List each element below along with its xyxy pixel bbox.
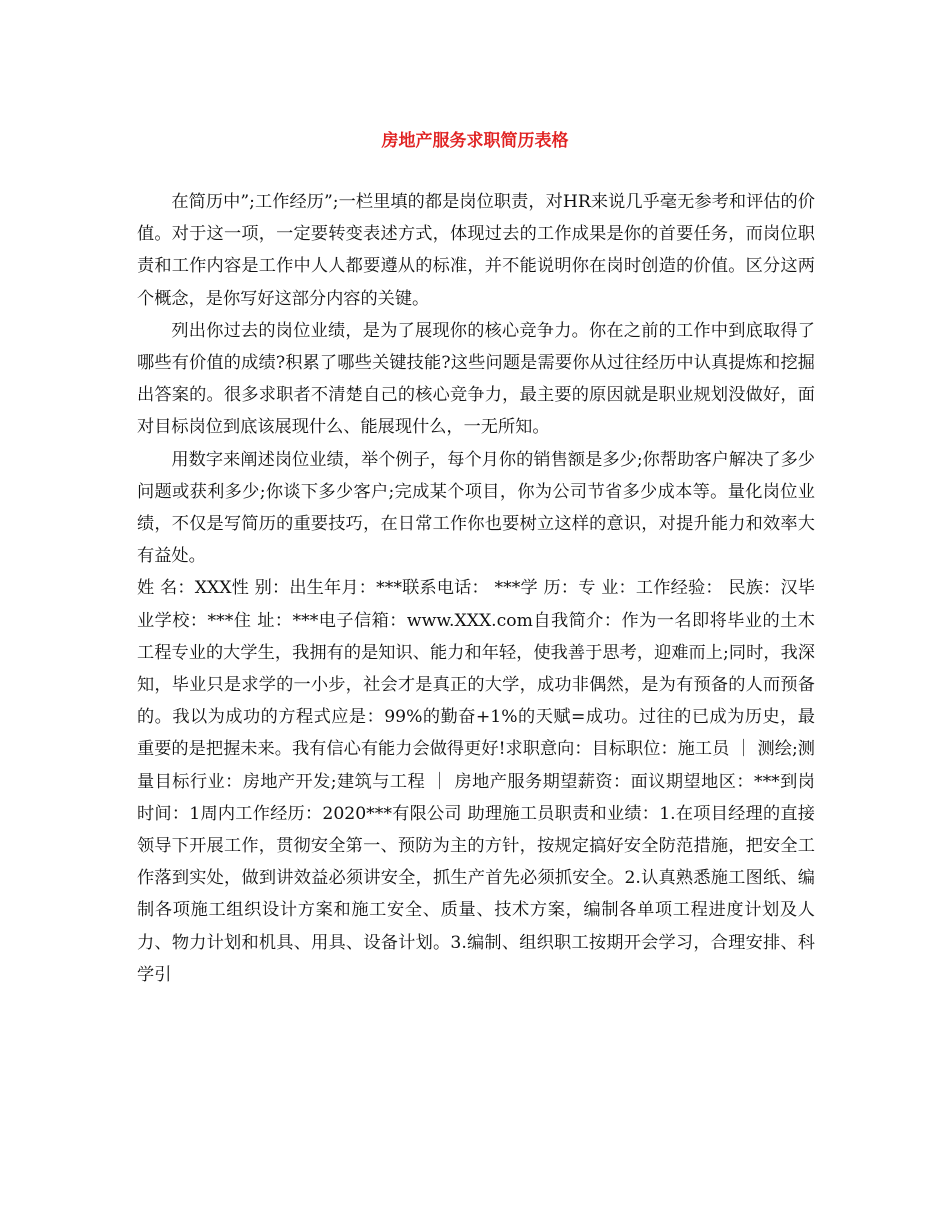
paragraph-work-experience: 在简历中”;工作经历”;一栏里填的都是岗位职责，对HR来说几乎毫无参考和评估的价值。对于这一项，一定要转变表述方式，体现过去的工作成果是你的首要任务，而岗位职责和工作内容是工作中人人都要遵从的标准，并不能说明你在岗时创造的价值。区分这两个概念，是你写好这部分内容的关键。 <box>137 192 815 309</box>
document-title: 房地产服务求职简历表格 <box>381 131 569 151</box>
resume-details: 姓 名：XXX性 别：出生年月：***联系电话： ***学 历：专 业：工作经验： 民族：汉毕业学校：***住 址：***电子信箱：www.XXX.com自我简介：作为一名即将毕业的土木工程专业的大学生，我拥有的是知识、能力和年轻，使我善于思考，迎难而上;同时，我深知，毕业只是求学的一小步，社会才是真正的大学，成功非偶然，是为有预备的人而预备的。我以为成功的方程式应是：99%的勤奋+1%的天赋=成功。过往的已成为历史，最重要的是把握未来。我有信心有能力会做得更好!求职意向：目标职位：施工员 ｜ 测绘;测量目标行业：房地产开发;建筑与工程 ｜ 房地产服务期望薪资：面议期望地区：***到岗时间：1周内工作经历：2020***有限公司 助理施工员职责和业绩：1.在项目经理的直接领导下开展工作，贯彻安全第一、预防为主的方针，按规定搞好安全防范措施，把安全工作落到实处，做到讲效益必须讲安全，抓生产首先必须抓安全。2.认真熟悉施工图纸、编制各项施工组织设计方案和施工安全、质量、技术方案，编制各单项工程进度计划及人力、物力计划和机具、用具、设备计划。3.编制、组织职工按期开会学习，合理安排、科学引 <box>137 578 815 985</box>
paragraph-quantify: 用数字来阐述岗位业绩，举个例子，每个月你的销售额是多少;你帮助客户解决了多少问题或获利多少;你谈下多少客户;完成某个项目，你为公司节省多少成本等。量化岗位业绩，不仅是写简历的重要技巧，在日常工作你也要树立这样的意识，对提升能力和效率大有益处。 <box>137 449 815 567</box>
paragraph-achievements: 列出你过去的岗位业绩，是为了展现你的核心竞争力。你在之前的工作中到底取得了哪些有价值的成绩?积累了哪些关键技能?这些问题是需要你从过往经历中认真提炼和挖掘出答案的。很多求职者不清楚自己的核心竞争力，最主要的原因就是职业规划没做好，面对目标岗位到底该展现什么、能展现什么，一无所知。 <box>137 320 815 438</box>
document-body <box>137 186 815 991</box>
